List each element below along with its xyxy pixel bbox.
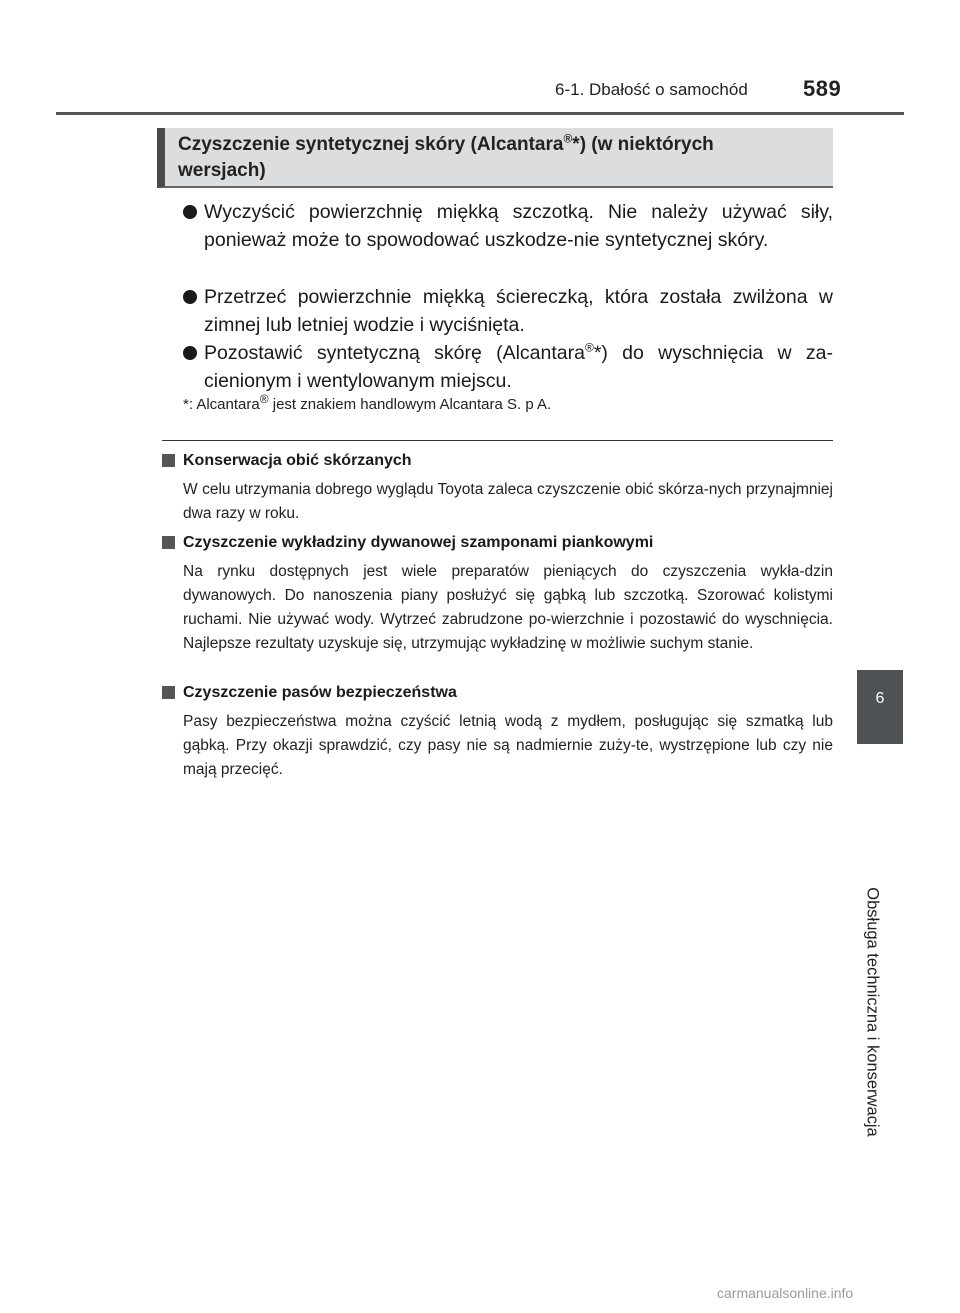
- subsection-body: W celu utrzymania dobrego wyglądu Toyota zaleca czyszczenie obić skórza-nych przynajmniej dwa razy w roku.: [183, 481, 833, 522]
- subsection-heading: [162, 682, 833, 704]
- bullet-item-3: [183, 339, 833, 395]
- bullet-text: [204, 339, 833, 395]
- subsection-body: Na rynku dostępnych jest wiele preparatów pieniących do czyszczenia wykła-dzin dywanowych. Do nanoszenia piany posłużyć się gąbką lub szczotką. Szorować kolistymi ruchami. Nie używać wody. Wytrzeć zabrudzone po-wierzchnie i pozostawić do wyschnięcia. Najlepsze rezultaty uzyskuje się, utrzymując wykładzinę w możliwie suchym stanie.: [183, 563, 833, 652]
- section-divider: [162, 440, 833, 441]
- bullet-dot-icon: [183, 205, 197, 219]
- subsection-heading: [162, 532, 833, 554]
- subsection-seatbelt-cleaning: [162, 682, 833, 782]
- bullet-item-2: [183, 283, 833, 339]
- subsection-heading-text: Konserwacja obić skórzanych: [183, 452, 412, 469]
- subsection-heading-text: Czyszczenie wykładziny dywanowej szamponami piankowymi: [183, 534, 654, 551]
- bullet-text-part2: *) do wyschnięcia w za-cienionym i wentylowanym miejscu.: [204, 342, 833, 392]
- bullet-text-part1: Pozostawić syntetyczną skórę (Alcantara: [204, 342, 585, 364]
- topic-title-part2: *) (w niektórych: [572, 134, 714, 155]
- subsection-heading: [162, 450, 833, 472]
- watermark: carmanualsonline.info: [717, 1285, 854, 1301]
- chapter-label: Obsługa techniczna i konserwacja: [863, 887, 882, 1137]
- footnote-part2: jest znakiem handlowym Alcantara S. p A.: [268, 396, 552, 413]
- bullet-dot-icon: [183, 290, 197, 304]
- chapter-tab: [857, 670, 903, 744]
- subsection-body: Pasy bezpieczeństwa można czyścić letnią wodą z mydłem, posługując się szmatką lub gąbką. Przy okazji sprawdzić, czy pasy nie są nadmiernie zuży-te, wystrzępione lub czy nie mają przecięć.: [183, 713, 833, 778]
- bullet-text: Wyczyścić powierzchnię miękką szczotką. Nie należy używać siły, ponieważ może to spowodować uszkodze-nie syntetycznej skóry.: [204, 201, 833, 251]
- registered-mark: ®: [563, 131, 573, 146]
- header-rule: [56, 112, 904, 115]
- square-bullet-icon: [162, 686, 175, 699]
- topic-title-part1: Czyszczenie syntetycznej skóry (Alcantara: [178, 134, 564, 155]
- registered-mark: ®: [584, 340, 594, 355]
- topic-title: [178, 132, 818, 184]
- registered-mark: ®: [259, 392, 269, 406]
- footnote-part1: *: Alcantara: [183, 396, 260, 413]
- topic-title-box: [157, 128, 833, 188]
- bullet-text: Przetrzeć powierzchnie miękką ściereczką, która została zwilżona w zimnej lub letniej wodzie i wyciśnięta.: [204, 286, 833, 336]
- subsection-carpet-cleaning: [162, 532, 833, 656]
- page-number: 589: [803, 76, 842, 101]
- chapter-number: 6: [875, 690, 885, 707]
- topic-title-line2: wersjach): [178, 160, 266, 181]
- subsection-heading-text: Czyszczenie pasów bezpieczeństwa: [183, 684, 457, 701]
- square-bullet-icon: [162, 454, 175, 467]
- section-title: 6-1. Dbałość o samochód: [555, 80, 748, 99]
- footnote: [183, 392, 552, 413]
- bullet-dot-icon: [183, 346, 197, 360]
- square-bullet-icon: [162, 536, 175, 549]
- bullet-item-1: [183, 198, 833, 254]
- subsection-leather-care: [162, 450, 833, 526]
